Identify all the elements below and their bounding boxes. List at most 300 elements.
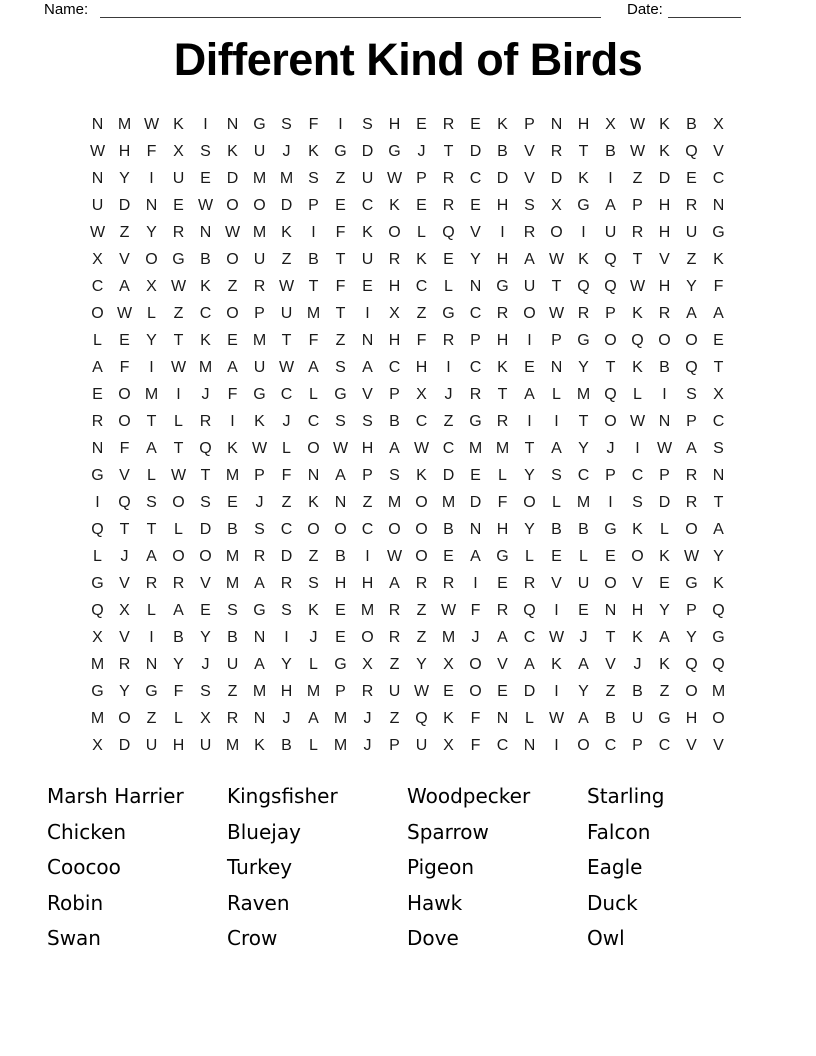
grid-cell: U <box>226 656 239 673</box>
grid-cell: O <box>631 548 644 565</box>
grid-cell: K <box>362 224 373 241</box>
grid-cell: P <box>659 467 670 484</box>
word-list-column <box>587 779 767 957</box>
grid-cell: O <box>658 332 671 349</box>
grid-cell: U <box>631 710 644 727</box>
grid-cell: K <box>443 710 454 727</box>
word-list-item: Bluejay <box>227 819 301 844</box>
grid-cell: Z <box>416 602 427 619</box>
grid-cell: N <box>658 413 671 430</box>
grid-cell: E <box>686 170 697 187</box>
grid-cell: I <box>446 359 451 376</box>
grid-cell: B <box>551 521 562 538</box>
grid-cell: C <box>712 413 725 430</box>
grid-cell: O <box>253 197 266 214</box>
grid-cell: R <box>685 467 698 484</box>
grid-cell: F <box>281 467 292 484</box>
grid-cell: R <box>172 224 185 241</box>
grid-cell: K <box>659 656 670 673</box>
grid-cell: W <box>89 143 106 160</box>
grid-cell: L <box>552 386 561 403</box>
grid-cell: R <box>253 278 266 295</box>
grid-cell: S <box>362 116 373 133</box>
grid-cell: R <box>523 224 536 241</box>
grid-cell: F <box>308 332 319 349</box>
grid-row <box>84 705 732 732</box>
grid-cell: H <box>577 116 590 133</box>
grid-cell: R <box>550 143 563 160</box>
grid-cell: M <box>279 170 294 187</box>
grid-cell: H <box>658 197 671 214</box>
grid-cell: E <box>92 386 103 403</box>
grid-cell: H <box>658 224 671 241</box>
word-list-item: Eagle <box>587 855 643 879</box>
grid-cell: L <box>309 737 318 754</box>
word-list-column <box>407 779 587 957</box>
grid-cell: H <box>172 737 185 754</box>
grid-cell: G <box>253 386 266 403</box>
grid-row <box>84 435 732 462</box>
grid-cell: B <box>335 548 346 565</box>
grid-cell: A <box>362 359 373 376</box>
grid-cell: Q <box>685 656 698 673</box>
grid-cell: O <box>604 413 617 430</box>
grid-cell: T <box>146 413 157 430</box>
grid-cell: D <box>361 143 374 160</box>
grid-cell: O <box>415 521 428 538</box>
grid-cell: H <box>361 440 374 457</box>
grid-cell: G <box>442 305 455 322</box>
grid-cell: B <box>632 683 643 700</box>
grid-cell: E <box>578 602 589 619</box>
grid-cell: P <box>686 413 697 430</box>
grid-cell: C <box>280 386 293 403</box>
grid-cell: U <box>361 251 374 268</box>
grid-cell: S <box>335 359 346 376</box>
grid-cell: Y <box>119 170 130 187</box>
grid-cell: M <box>306 305 321 322</box>
grid-row <box>84 408 732 435</box>
grid-cell: V <box>686 737 697 754</box>
grid-cell: T <box>173 440 184 457</box>
grid-cell: Y <box>524 467 535 484</box>
grid-cell: K <box>389 197 400 214</box>
grid-cell: I <box>662 386 667 403</box>
grid-cell: W <box>548 710 565 727</box>
grid-cell: K <box>200 278 211 295</box>
grid-cell: N <box>523 737 536 754</box>
word-list-column <box>47 779 227 957</box>
grid-cell: G <box>469 413 482 430</box>
grid-cell: O <box>685 521 698 538</box>
grid-cell: Y <box>578 683 589 700</box>
grid-cell: R <box>658 305 671 322</box>
grid-cell: P <box>254 467 265 484</box>
grid-cell: Q <box>604 278 617 295</box>
grid-cell: J <box>606 440 615 457</box>
grid-cell: X <box>713 116 724 133</box>
grid-cell: D <box>118 197 131 214</box>
word-list-item: Robin <box>47 890 104 915</box>
grid-cell: D <box>469 494 482 511</box>
grid-cell: F <box>470 737 481 754</box>
grid-cell: E <box>443 251 454 268</box>
grid-cell: W <box>548 629 565 646</box>
grid-cell: J <box>471 629 480 646</box>
grid-cell: I <box>527 413 532 430</box>
grid-cell: W <box>386 170 403 187</box>
grid-cell: V <box>200 575 211 592</box>
grid-cell: M <box>468 440 483 457</box>
grid-cell: G <box>496 278 509 295</box>
grid-cell: I <box>338 116 343 133</box>
grid-cell: L <box>552 494 561 511</box>
grid-cell: Z <box>632 170 643 187</box>
grid-cell: A <box>497 629 508 646</box>
grid-cell: Q <box>712 656 725 673</box>
grid-cell: V <box>713 737 724 754</box>
grid-cell: L <box>498 467 507 484</box>
grid-cell: Y <box>713 548 724 565</box>
grid-cell: V <box>713 143 724 160</box>
grid-cell: H <box>496 251 509 268</box>
grid-cell: G <box>496 548 509 565</box>
word-list-item: Owl <box>587 926 625 950</box>
grid-cell: A <box>551 440 562 457</box>
grid-cell: D <box>496 170 509 187</box>
grid-cell: M <box>495 440 510 457</box>
grid-cell: S <box>281 116 292 133</box>
grid-cell: H <box>496 332 509 349</box>
grid-cell: Z <box>119 224 130 241</box>
grid-cell: W <box>629 143 646 160</box>
grid-cell: C <box>469 170 482 187</box>
grid-cell: V <box>119 629 130 646</box>
grid-cell: H <box>388 278 401 295</box>
word-list-item: Pigeon <box>407 855 475 879</box>
grid-cell: K <box>659 116 670 133</box>
grid-cell: U <box>280 305 293 322</box>
grid-cell: H <box>631 602 644 619</box>
grid-cell: B <box>308 251 319 268</box>
grid-cell: Q <box>415 710 428 727</box>
grid-cell: M <box>252 170 267 187</box>
grid-cell: Z <box>335 170 346 187</box>
grid-cell: W <box>683 548 700 565</box>
grid-cell: B <box>443 521 454 538</box>
grid-cell: M <box>252 224 267 241</box>
grid-cell: C <box>496 737 509 754</box>
grid-cell: A <box>308 359 319 376</box>
grid-cell: R <box>118 656 131 673</box>
grid-cell: Q <box>199 440 212 457</box>
grid-cell: J <box>363 710 372 727</box>
grid-cell: O <box>334 521 347 538</box>
grid-cell: G <box>91 467 104 484</box>
grid-cell: C <box>91 278 104 295</box>
grid-cell: B <box>227 629 238 646</box>
grid-cell: A <box>524 251 535 268</box>
grid-cell: Z <box>281 494 292 511</box>
grid-cell: R <box>145 575 158 592</box>
grid-cell: A <box>335 467 346 484</box>
grid-row <box>84 732 732 759</box>
grid-cell: I <box>554 683 559 700</box>
grid-cell: J <box>417 143 426 160</box>
grid-cell: N <box>550 116 563 133</box>
grid-cell: J <box>282 413 291 430</box>
grid-cell: P <box>470 332 481 349</box>
grid-cell: X <box>362 656 373 673</box>
grid-cell: Q <box>577 278 590 295</box>
grid-cell: G <box>172 251 185 268</box>
word-list-item: Swan <box>47 926 101 950</box>
grid-cell: T <box>713 359 724 376</box>
grid-cell: B <box>686 116 697 133</box>
grid-cell: Q <box>118 494 131 511</box>
grid-cell: N <box>469 278 482 295</box>
grid-cell: S <box>362 413 373 430</box>
grid-cell: X <box>443 737 454 754</box>
grid-cell: T <box>335 251 346 268</box>
word-list-item: Falcon <box>587 819 651 844</box>
grid-cell: K <box>308 143 319 160</box>
grid-cell: T <box>551 278 562 295</box>
grid-cell: T <box>335 305 346 322</box>
grid-cell: K <box>173 116 184 133</box>
grid-cell: W <box>656 440 673 457</box>
grid-cell: X <box>443 656 454 673</box>
name-blank-line <box>100 0 601 18</box>
grid-cell: K <box>308 494 319 511</box>
grid-cell: R <box>442 332 455 349</box>
grid-cell: P <box>308 197 319 214</box>
grid-cell: Z <box>389 656 400 673</box>
name-label: Name: <box>44 1 89 18</box>
grid-cell: E <box>119 332 130 349</box>
grid-cell: N <box>91 170 104 187</box>
grid-cell: B <box>227 521 238 538</box>
grid-cell: X <box>605 116 616 133</box>
grid-cell: C <box>442 440 455 457</box>
word-list-item: Sparrow <box>407 819 489 844</box>
grid-cell: A <box>146 440 157 457</box>
grid-cell: B <box>281 737 292 754</box>
grid-cell: X <box>92 629 103 646</box>
grid-cell: J <box>282 143 291 160</box>
grid-cell: W <box>413 683 430 700</box>
grid-cell: O <box>145 251 158 268</box>
grid-cell: H <box>388 116 401 133</box>
grid-cell: Q <box>631 332 644 349</box>
grid-cell: J <box>282 710 291 727</box>
grid-cell: C <box>577 467 590 484</box>
grid-cell: I <box>311 224 316 241</box>
grid-cell: N <box>712 467 725 484</box>
grid-cell: Q <box>442 224 455 241</box>
grid-cell: K <box>497 116 508 133</box>
grid-cell: K <box>551 656 562 673</box>
grid-cell: F <box>173 683 184 700</box>
grid-cell: M <box>225 575 240 592</box>
grid-cell: G <box>145 683 158 700</box>
grid-cell: G <box>658 710 671 727</box>
grid-cell: E <box>335 629 346 646</box>
grid-cell: R <box>442 575 455 592</box>
grid-cell: U <box>253 143 266 160</box>
grid-cell: L <box>309 386 318 403</box>
grid-cell: Y <box>119 683 130 700</box>
grid-cell: Y <box>659 602 670 619</box>
grid-cell: N <box>199 224 212 241</box>
grid-cell: D <box>658 494 671 511</box>
grid-cell: T <box>119 521 130 538</box>
grid-cell: W <box>251 440 268 457</box>
grid-cell: Y <box>173 656 184 673</box>
grid-cell: A <box>173 602 184 619</box>
grid-cell: W <box>116 305 133 322</box>
word-list-item: Raven <box>227 890 290 915</box>
grid-cell: D <box>442 467 455 484</box>
grid-cell: I <box>527 332 532 349</box>
grid-cell: I <box>608 494 613 511</box>
grid-cell: H <box>658 278 671 295</box>
grid-cell: H <box>361 575 374 592</box>
grid-cell: R <box>172 575 185 592</box>
grid-cell: D <box>226 170 239 187</box>
grid-cell: V <box>362 386 373 403</box>
grid-cell: F <box>335 224 346 241</box>
grid-cell: R <box>577 305 590 322</box>
grid-cell: G <box>91 683 104 700</box>
grid-row <box>84 246 732 273</box>
grid-cell: A <box>470 548 481 565</box>
grid-cell: V <box>524 170 535 187</box>
grid-cell: X <box>146 278 157 295</box>
grid-cell: A <box>389 440 400 457</box>
grid-cell: A <box>254 656 265 673</box>
grid-cell: U <box>388 683 401 700</box>
grid-cell: E <box>497 683 508 700</box>
grid-cell: W <box>143 116 160 133</box>
grid-cell: Z <box>686 251 697 268</box>
grid-cell: Z <box>416 629 427 646</box>
grid-cell: L <box>633 386 642 403</box>
grid-cell: W <box>386 548 403 565</box>
grid-cell: M <box>441 494 456 511</box>
grid-cell: W <box>278 359 295 376</box>
grid-cell: B <box>497 143 508 160</box>
grid-cell: W <box>170 359 187 376</box>
grid-cell: T <box>308 278 319 295</box>
grid-cell: W <box>440 602 457 619</box>
grid-cell: O <box>523 305 536 322</box>
grid-cell: M <box>252 683 267 700</box>
grid-cell: Y <box>281 656 292 673</box>
grid-cell: N <box>226 116 239 133</box>
word-list <box>47 779 767 957</box>
grid-cell: I <box>500 224 505 241</box>
grid-cell: Y <box>578 440 589 457</box>
grid-cell: O <box>604 332 617 349</box>
grid-cell: B <box>173 629 184 646</box>
grid-row <box>84 462 732 489</box>
grid-cell: W <box>548 251 565 268</box>
grid-cell: H <box>280 683 293 700</box>
grid-cell: T <box>713 494 724 511</box>
grid-cell: B <box>605 143 616 160</box>
grid-cell: N <box>91 116 104 133</box>
grid-cell: O <box>388 224 401 241</box>
grid-cell: T <box>605 359 616 376</box>
grid-cell: H <box>496 521 509 538</box>
grid-cell: H <box>685 710 698 727</box>
grid-cell: J <box>255 494 264 511</box>
grid-cell: V <box>524 143 535 160</box>
word-list-item: Woodpecker <box>407 784 531 808</box>
grid-cell: E <box>335 602 346 619</box>
grid-cell: P <box>632 737 643 754</box>
grid-cell: O <box>226 197 239 214</box>
grid-cell: A <box>524 386 535 403</box>
grid-cell: P <box>389 737 400 754</box>
grid-cell: L <box>147 305 156 322</box>
grid-cell: L <box>579 548 588 565</box>
grid-cell: N <box>334 494 347 511</box>
grid-cell: Q <box>91 602 104 619</box>
grid-cell: I <box>149 629 154 646</box>
grid-cell: U <box>361 170 374 187</box>
grid-cell: G <box>388 143 401 160</box>
grid-cell: O <box>550 224 563 241</box>
grid-cell: T <box>443 143 454 160</box>
grid-cell: A <box>119 278 130 295</box>
grid-row <box>84 138 732 165</box>
grid-row <box>84 192 732 219</box>
grid-cell: C <box>388 359 401 376</box>
grid-cell: X <box>92 737 103 754</box>
grid-cell: O <box>226 305 239 322</box>
grid-cell: O <box>361 629 374 646</box>
grid-cell: F <box>416 332 427 349</box>
grid-cell: P <box>362 467 373 484</box>
grid-cell: M <box>198 359 213 376</box>
grid-cell: E <box>200 602 211 619</box>
grid-cell: S <box>227 602 238 619</box>
grid-cell: S <box>308 575 319 592</box>
grid-cell: Z <box>173 305 184 322</box>
grid-cell: K <box>632 305 643 322</box>
grid-cell: H <box>118 143 131 160</box>
grid-cell: D <box>469 143 482 160</box>
grid-cell: X <box>92 251 103 268</box>
grid-cell: A <box>605 197 616 214</box>
grid-cell: P <box>254 305 265 322</box>
grid-cell: K <box>632 359 643 376</box>
grid-cell: O <box>172 548 185 565</box>
grid-cell: E <box>227 332 238 349</box>
grid-cell: Q <box>91 521 104 538</box>
grid-cell: F <box>119 440 130 457</box>
grid-cell: G <box>685 575 698 592</box>
grid-cell: S <box>308 170 319 187</box>
grid-cell: I <box>176 386 181 403</box>
grid-cell: M <box>225 548 240 565</box>
word-list-item: Turkey <box>227 855 293 879</box>
grid-cell: Z <box>335 332 346 349</box>
grid-cell: M <box>117 116 132 133</box>
grid-cell: T <box>605 629 616 646</box>
